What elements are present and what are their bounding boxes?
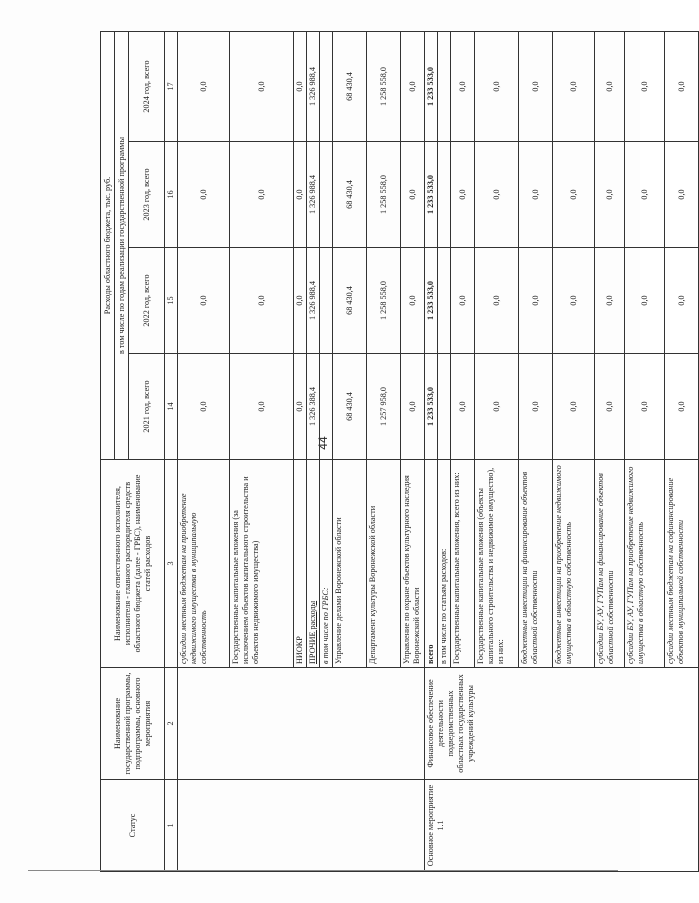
value-2023: 0,0 bbox=[553, 142, 595, 248]
value-2022: 1 258 558,0 bbox=[367, 248, 401, 354]
col-num: 2 bbox=[165, 668, 178, 780]
header-program: Наименование государственной программы, подпрограммы, основного мероприятия bbox=[101, 668, 165, 780]
row-label: Государственные капитальные вложения (за исключением объектов капитального строительства и объектов недвижимого имущества) bbox=[230, 460, 294, 668]
value-2021: 0,0 bbox=[401, 354, 425, 460]
value-2024: 0,0 bbox=[451, 32, 475, 142]
col-num: 17 bbox=[165, 32, 178, 142]
row-label: в том числе по статьям расходов: bbox=[438, 460, 451, 668]
header-year-2021: 2021 год, всего bbox=[129, 354, 165, 460]
value-2021: 0,0 bbox=[475, 354, 519, 460]
value-2021: 0,0 bbox=[230, 354, 294, 460]
value-2024: 68 430,4 bbox=[333, 32, 367, 142]
value-2021 bbox=[438, 354, 451, 460]
header-by-years: в том числе по годам реализации государственной программы bbox=[115, 32, 129, 460]
table-row bbox=[178, 32, 230, 872]
value-2022: 0,0 bbox=[401, 248, 425, 354]
value-2021: 1 257 958,0 bbox=[367, 354, 401, 460]
budget-table bbox=[100, 31, 699, 872]
value-2023: 1 326 988,4 bbox=[307, 142, 320, 248]
value-2022: 0,0 bbox=[595, 248, 625, 354]
value-2021: 0,0 bbox=[553, 354, 595, 460]
status-cell: Основное мероприятие 1.1 bbox=[425, 780, 699, 872]
value-2022: 0,0 bbox=[519, 248, 553, 354]
value-2023: 0,0 bbox=[178, 142, 230, 248]
value-2023: 0,0 bbox=[595, 142, 625, 248]
column-numbers-row bbox=[165, 32, 178, 872]
value-2024: 0,0 bbox=[401, 32, 425, 142]
value-2023 bbox=[438, 142, 451, 248]
value-2022: 1 326 988,4 bbox=[307, 248, 320, 354]
value-2022: 0,0 bbox=[625, 248, 665, 354]
col-num: 1 bbox=[165, 780, 178, 872]
value-2021: 0,0 bbox=[178, 354, 230, 460]
row-label: Управление делами Воронежской области bbox=[333, 460, 367, 668]
row-label: субсидии местным бюджетам на приобретение недвижимого имущества в муниципальную собственность bbox=[178, 460, 230, 668]
value-2023: 0,0 bbox=[475, 142, 519, 248]
value-2021: 0,0 bbox=[665, 354, 699, 460]
value-2023 bbox=[320, 142, 333, 248]
header-year-2024: 2024 год, всего bbox=[129, 32, 165, 142]
page-bottom-rule bbox=[28, 870, 618, 871]
row-label: Государственные капитальные вложения, всего из них: bbox=[451, 460, 475, 668]
value-2024: 1 326 988,4 bbox=[307, 32, 320, 142]
row-label: Управление по охране объектов культурного наследия Воронежской области bbox=[401, 460, 425, 668]
value-2022: 0,0 bbox=[665, 248, 699, 354]
row-label: Департамент культуры Воронежской области bbox=[367, 460, 401, 668]
value-2024: 0,0 bbox=[595, 32, 625, 142]
value-2021: 0,0 bbox=[451, 354, 475, 460]
value-2024: 0,0 bbox=[665, 32, 699, 142]
row-label: субсидии БУ, АУ, ГУПам на финансирование объектов областной собственности bbox=[595, 460, 625, 668]
value-2023: 0,0 bbox=[625, 142, 665, 248]
value-2022: 0,0 bbox=[230, 248, 294, 354]
header-expenses: Расходы областного бюджета, тыс. руб. bbox=[101, 32, 115, 460]
value-2022: 0,0 bbox=[178, 248, 230, 354]
value-2022: 0,0 bbox=[451, 248, 475, 354]
value-2021: 0,0 bbox=[625, 354, 665, 460]
value-2021: 1 326 388,4 bbox=[307, 354, 320, 460]
value-2023: 0,0 bbox=[665, 142, 699, 248]
value-2021: 0,0 bbox=[595, 354, 625, 460]
header-year-2022: 2022 год, всего bbox=[129, 248, 165, 354]
value-2022: 0,0 bbox=[294, 248, 307, 354]
value-2023: 0,0 bbox=[294, 142, 307, 248]
value-2024: 0,0 bbox=[625, 32, 665, 142]
value-2024 bbox=[320, 32, 333, 142]
value-2022: 1 233 533,0 bbox=[425, 248, 438, 354]
value-2023: 68 430,4 bbox=[333, 142, 367, 248]
table-row bbox=[425, 32, 438, 872]
row-label: субсидии местным бюджетам на софинансирование объектов муниципальной собственности bbox=[665, 460, 699, 668]
col-num: 15 bbox=[165, 248, 178, 354]
value-2024: 0,0 bbox=[519, 32, 553, 142]
value-2024: 0,0 bbox=[294, 32, 307, 142]
col-num: 3 bbox=[165, 460, 178, 668]
col-num: 16 bbox=[165, 142, 178, 248]
row-label: субсидии БУ, АУ, ГУПам на приобретение недвижимого имущества в областную собственность bbox=[625, 460, 665, 668]
value-2024: 0,0 bbox=[230, 32, 294, 142]
row-label: Государственные капитальные вложения (объекты капитального строительства и недвижимое имущество), из них: bbox=[475, 460, 519, 668]
col-num: 14 bbox=[165, 354, 178, 460]
row-label: НИОКР bbox=[294, 460, 307, 668]
value-2023: 0,0 bbox=[519, 142, 553, 248]
page-number: 44 bbox=[316, 436, 330, 450]
header-status: Статус bbox=[101, 780, 165, 872]
value-2024: 0,0 bbox=[475, 32, 519, 142]
value-2024 bbox=[438, 32, 451, 142]
value-2023: 0,0 bbox=[401, 142, 425, 248]
value-2024: 0,0 bbox=[553, 32, 595, 142]
header-year-2023: 2023 год, всего bbox=[129, 142, 165, 248]
row-label: всего bbox=[425, 460, 438, 668]
value-2021: 0,0 bbox=[519, 354, 553, 460]
row-label: бюджетные инвестиции на финансирование объектов областной собственности bbox=[519, 460, 553, 668]
value-2024: 1 258 558,0 bbox=[367, 32, 401, 142]
row-label: в том числе по ГРБС: bbox=[320, 460, 333, 668]
value-2023: 1 233 533,0 bbox=[425, 142, 438, 248]
value-2021: 1 233 533,0 bbox=[425, 354, 438, 460]
value-2023: 0,0 bbox=[451, 142, 475, 248]
value-2024: 1 233 533,0 bbox=[425, 32, 438, 142]
value-2021: 0,0 bbox=[294, 354, 307, 460]
value-2022: 68 430,4 bbox=[333, 248, 367, 354]
value-2022 bbox=[320, 248, 333, 354]
value-2022 bbox=[438, 248, 451, 354]
value-2021: 68 430,4 bbox=[333, 354, 367, 460]
value-2023: 0,0 bbox=[230, 142, 294, 248]
header-executor: Наименование ответственного исполнителя, исполнителя - главного распорядителя средств областного бюджета (далее - ГРБС), наименование статей расходов bbox=[101, 460, 165, 668]
rotated-table-container bbox=[100, 32, 686, 872]
value-2024: 0,0 bbox=[178, 32, 230, 142]
program-cell: Финансовое обеспечение деятельности подведомственных областных государственных учреждений культуры bbox=[425, 668, 699, 780]
row-label: бюджетные инвестиции на приобретение недвижимого имущества в областную собственность bbox=[553, 460, 595, 668]
value-2023: 1 258 558,0 bbox=[367, 142, 401, 248]
status-cell-empty bbox=[178, 780, 425, 872]
value-2021 bbox=[320, 354, 333, 460]
value-2022: 0,0 bbox=[475, 248, 519, 354]
program-cell-empty bbox=[178, 668, 425, 780]
value-2022: 0,0 bbox=[553, 248, 595, 354]
row-label: ПРОЧИЕ расходы bbox=[307, 460, 320, 668]
